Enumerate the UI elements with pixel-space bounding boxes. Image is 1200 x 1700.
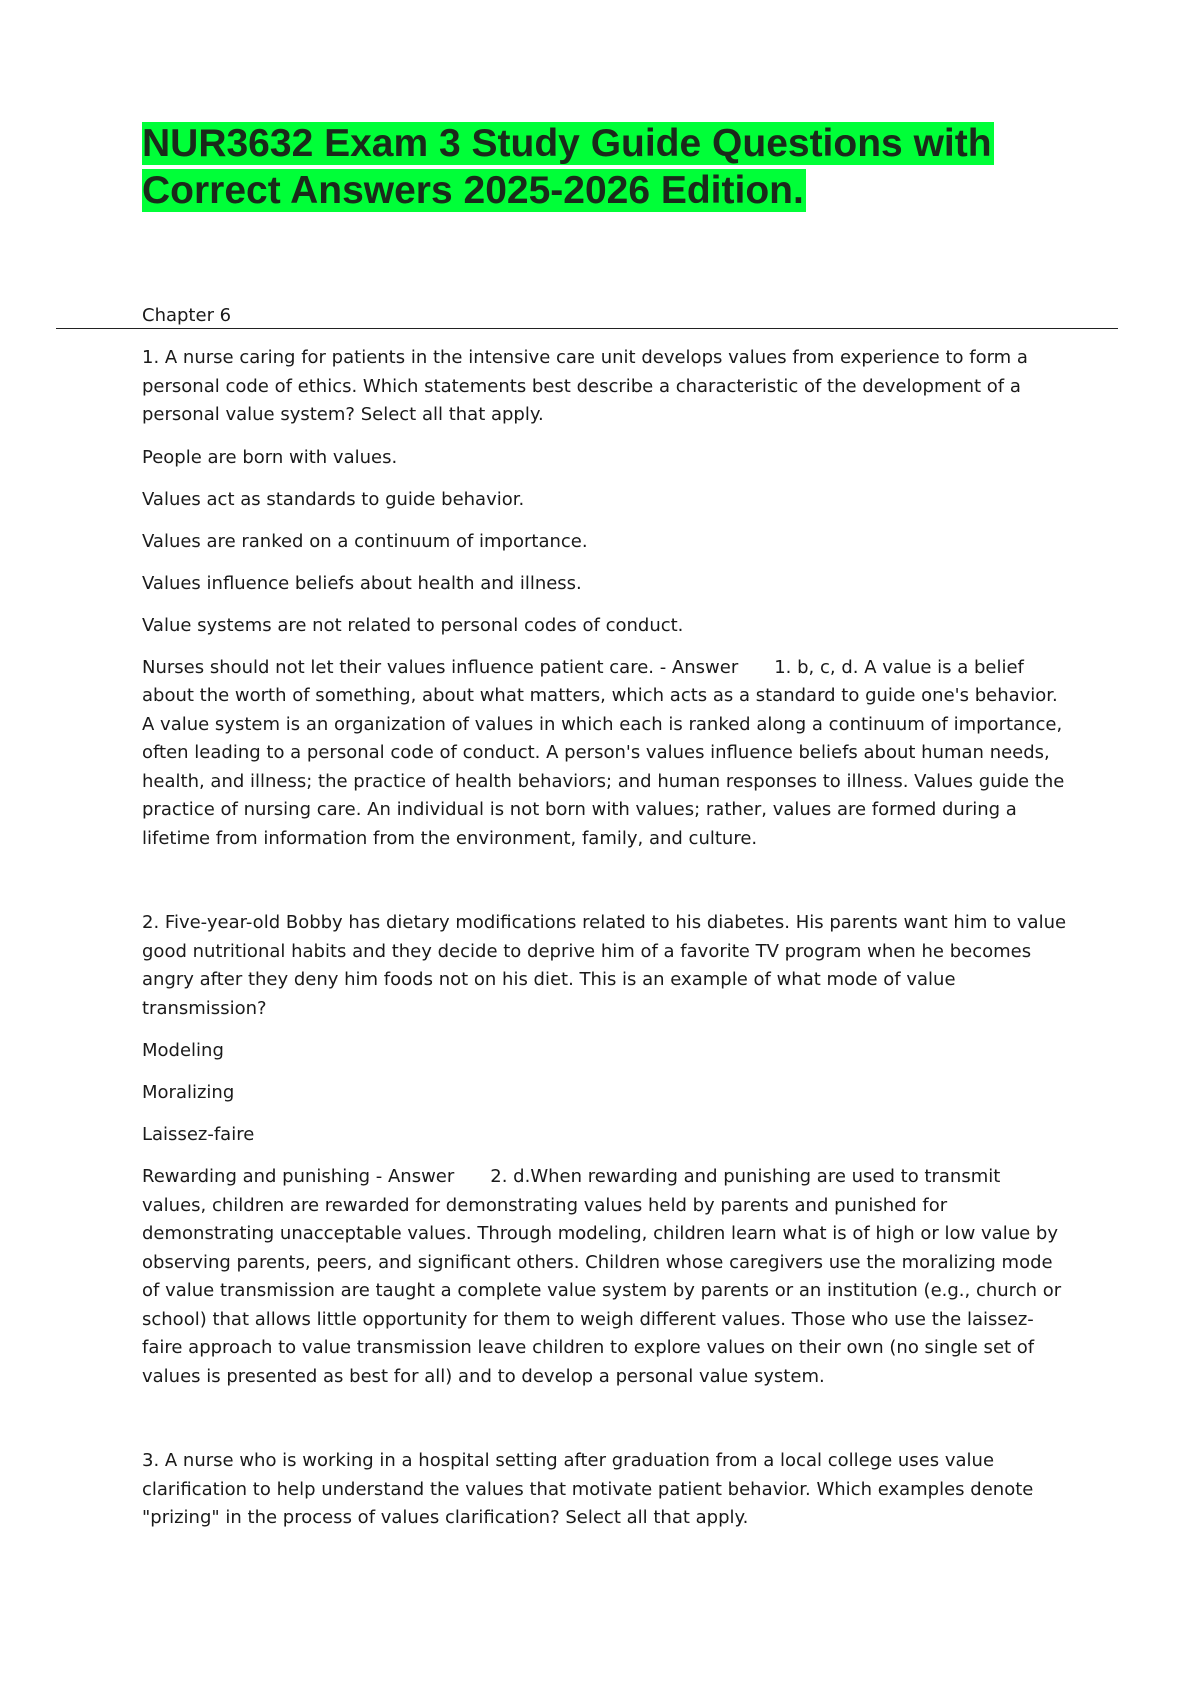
answer-option: Value systems are not related to personal codes of conduct. — [142, 614, 684, 636]
answer-option: People are born with values. — [142, 446, 398, 468]
question-spacer — [142, 1405, 1067, 1447]
answer-option: Values influence beliefs about health and illness. — [142, 572, 582, 594]
answer-option: Moralizing — [142, 1082, 235, 1103]
answer-paragraph — [142, 1163, 1067, 1391]
answer-option: Values are ranked on a continuum of importance. — [142, 530, 588, 552]
answer-paragraph — [142, 654, 1067, 854]
answer-option-last: Rewarding and punishing - Answer — [142, 1166, 455, 1187]
document-title — [142, 120, 1022, 214]
document-body — [142, 344, 1067, 1547]
question-stem: 1. A nurse caring for patients in the intensive care unit develops values from experience to form a personal code of ethics. Which statements best describe a characteristic of the development of a personal value system? Select all that apply. — [142, 347, 1028, 425]
question-spacer — [142, 867, 1067, 909]
answer-option: Laissez-faire — [142, 1124, 255, 1145]
chapter-heading: Chapter 6 — [142, 305, 232, 326]
answer-explanation: 1. b, c, d. A value is a belief about the worth of something, about what matters, which acts as a standard to guide one's behavior. A value system is an organization of values in which each is ranked along a continuum of importance, often leading to a personal code of conduct. A person's values influence beliefs about human needs, health, and illness; the practice of health behaviors; and human responses to illness. Values guide the practice of nursing care. An individual is not born with values; rather, values are formed during a lifetime from information from the environment, family, and culture. — [142, 656, 1065, 849]
answer-option: Modeling — [142, 1040, 224, 1061]
answer-option: Values act as standards to guide behavior. — [142, 488, 525, 510]
answer-option-last: Nurses should not let their values influence patient care. - Answer — [142, 656, 739, 678]
question-stem: 3. A nurse who is working in a hospital setting after graduation from a local college uses value clarification to help understand the values that motivate patient behavior. Which examples denote "prizing" in the process of values clarification? Select all that apply. — [142, 1450, 1034, 1528]
question-stem: 2. Five-year-old Bobby has dietary modifications related to his diabetes. His parents want him to value good nutritional habits and they decide to deprive him of a favorite TV program when he becomes angry after they deny him foods not on his diet. This is an example of what mode of value transmission? — [142, 912, 1067, 1019]
heading-divider — [56, 328, 1118, 329]
question-3 — [142, 1447, 1067, 1533]
answer-explanation: 2. d.When rewarding and punishing are used to transmit values, children are rewarded for demonstrating values held by parents and punished for demonstrating unacceptable values. Through modeling, children learn what is of high or low value by observing parents, peers, and significant others. Children whose caregivers use the moralizing mode of value transmission are taught a complete value system by parents or an institution (e.g., church or school) that allows little opportunity for them to weigh different values. Those who use the laissez-faire approach to value transmission leave children to explore values on their own (no single set of values is presented as best for all) and to develop a personal value system. — [142, 1166, 1062, 1387]
question-1 — [142, 344, 1067, 853]
title-highlight: NUR3632 Exam 3 Study Guide Questions with Correct Answers 2025-2026 Edition. — [142, 122, 992, 212]
question-2 — [142, 909, 1067, 1391]
